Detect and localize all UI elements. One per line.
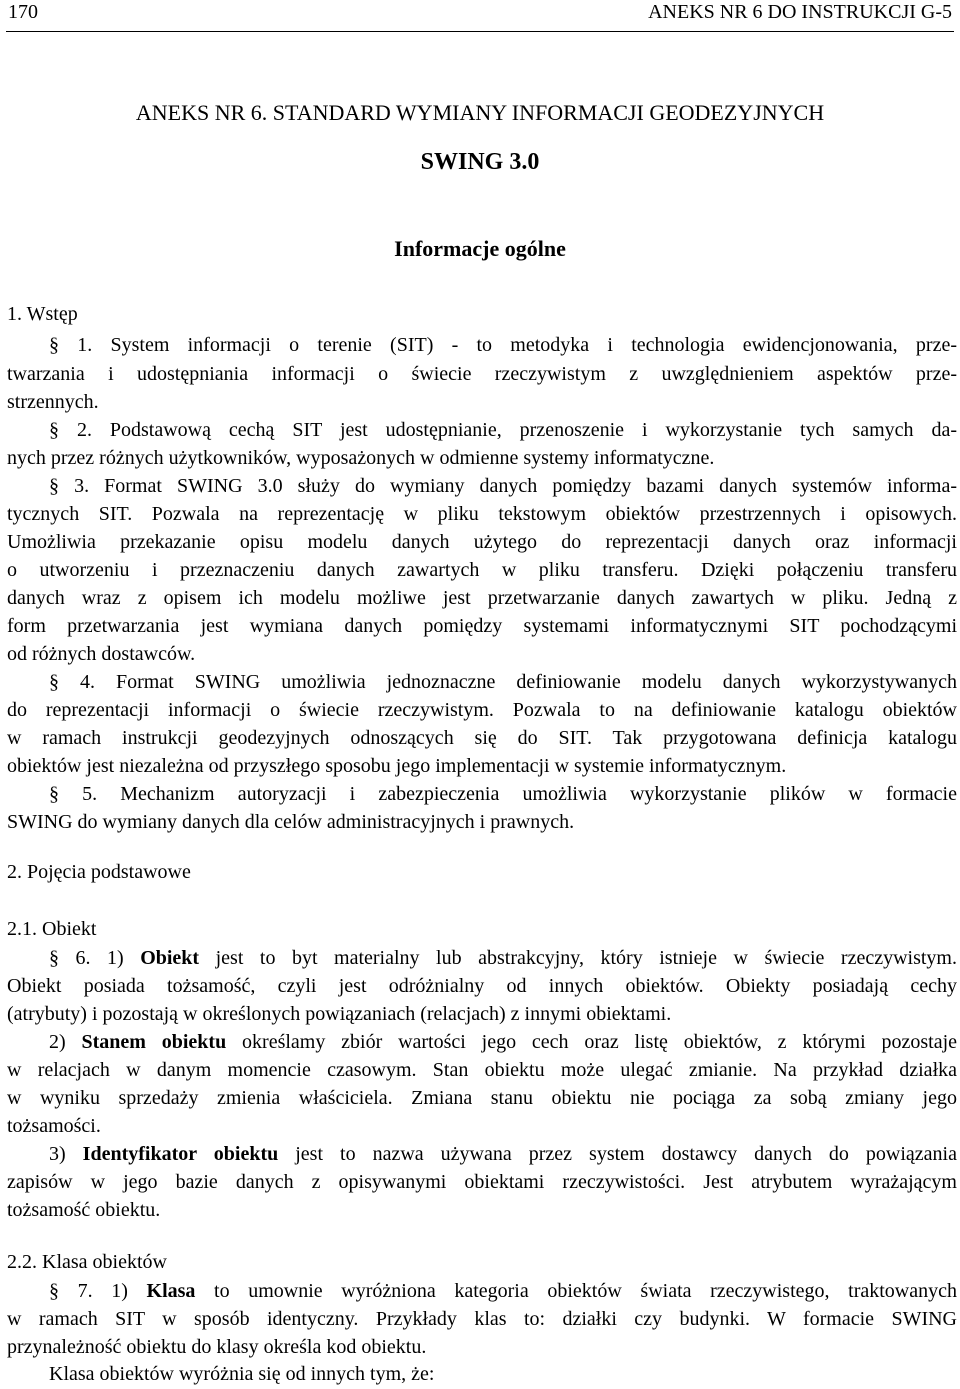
heading-2-1-obiekt: 2.1. Obiekt [7, 918, 97, 940]
paragraph-6-2-line: tożsamości. [7, 1115, 101, 1137]
term-klasa: Klasa [146, 1280, 196, 1302]
paragraph-3-line: tycznych SIT. Pozwala na reprezentację w pliku tekstowym obiektów przestrzennych i opisowych. [7, 503, 957, 525]
paragraph-6-3-line: zapisów w jego bazie danych z opisywanymi obiektami rzeczywistości. Jest atrybutem wyrażającym [7, 1171, 957, 1193]
paragraph-6-number: § 6. 1) [49, 947, 141, 969]
paragraph-7-number: § 7. 1) [49, 1280, 147, 1302]
paragraph-2-line: nych przez różnych użytkowników, wyposażonych w odmienne systemy informatyczne. [7, 447, 715, 469]
page-number: 170 [8, 1, 38, 23]
paragraph-6-2-line [7, 1030, 957, 1054]
term-identyfikator-obiektu: Identyfikator obiektu [82, 1143, 279, 1165]
item-text: określamy zbiór wartości jego cech oraz listę obiektów, z którymi pozostaje [226, 1031, 958, 1053]
heading-1-wstep: 1. Wstęp [7, 303, 78, 325]
section-title: Informacje ogólne [394, 236, 566, 261]
paragraph-2-line: § 2. Podstawową cechą SIT jest udostępnianie, przenoszenie i wykorzystanie tych samych da- [49, 419, 957, 441]
paragraph-4-line: § 4. Format SWING umożliwia jednoznaczne definiowanie modelu danych wykorzystywanych [49, 671, 957, 693]
paragraph-6-line: Obiekt posiada tożsamość, czyli jest odróżnialny od innych obiektów. Obiekty posiadają cechy [7, 975, 957, 997]
standard-name: SWING 3.0 [420, 149, 540, 175]
paragraph-6-text: jest to byt materialny lub abstrakcyjny, który istnieje w świecie rzeczywistym. [199, 947, 957, 969]
paragraph-1-line: § 1. System informacji o terenie (SIT) - to metodyka i technologia ewidencjonowania, prze- [49, 334, 957, 356]
term-stan-obiektu: Stanem obiektu [81, 1031, 227, 1053]
paragraph-7-line: Klasa obiektów wyróżnia się od innych tym, że: [49, 1363, 435, 1385]
header-rule [6, 31, 954, 32]
paragraph-4-line: w ramach instrukcji geodezyjnych odnoszących się do SIT. Tak przygotowana definicja katalogu [7, 727, 957, 749]
paragraph-3-line: form przetwarzania jest wymiana danych pomiędzy systemami informatycznymi SIT pochodzącymi [7, 615, 957, 637]
annex-title: ANEKS NR 6. STANDARD WYMIANY INFORMACJI GEODEZYJNYCH [135, 100, 825, 125]
paragraph-3-line: od różnych dostawców. [7, 643, 196, 665]
paragraph-6-3-line [7, 1142, 957, 1166]
paragraph-7-line: przynależność obiektu do klasy określa kod obiektu. [7, 1336, 427, 1358]
paragraph-7-line: w ramach SIT w sposób identyczny. Przykłady klas to: działki czy budynki. W formacie SWING [7, 1308, 957, 1330]
paragraph-1-line: twarzania i udostępniania informacji o świecie rzeczywistym z uwzględnieniem aspektów prze- [7, 363, 957, 385]
paragraph-6-2-line: w wyniku sprzedaży zmienia właściciela. Zmiana stanu obiektu nie pociąga za sobą zmiany jego [7, 1087, 957, 1109]
paragraph-1-line: strzennych. [7, 391, 99, 413]
paragraph-3-line: Umożliwia przekazanie opisu modelu danych użytego do reprezentacji danych oraz informacji [7, 531, 957, 553]
term-obiekt: Obiekt [140, 947, 200, 969]
running-title: ANEKS NR 6 DO INSTRUKCJI G-5 [648, 1, 952, 23]
paragraph-6-line [7, 946, 957, 970]
paragraph-3-line: danych wraz z opisem ich modelu możliwe jest przetwarzanie danych zawartych w pliku. Jedną z [7, 587, 957, 609]
paragraph-5-line: SWING do wymiany danych dla celów administracyjnych i prawnych. [7, 811, 575, 833]
paragraph-5-line: § 5. Mechanizm autoryzacji i zabezpieczenia umożliwia wykorzystanie plików w formacie [49, 783, 957, 805]
paragraph-6-line: (atrybuty) i pozostają w określonych powiązaniach (relacjach) z innymi obiektami. [7, 1003, 672, 1025]
item-text: jest to nazwa używana przez system dostawcy danych do powiązania [278, 1143, 957, 1165]
paragraph-7-text: to umownie wyróżniona kategoria obiektów świata rzeczywistego, traktowanych [195, 1280, 957, 1302]
paragraph-4-line: do reprezentacji informacji o świecie rzeczywistym. Pozwala to na definiowanie katalogu obiektów [7, 699, 957, 721]
heading-2-pojecia: 2. Pojęcia podstawowe [7, 861, 191, 883]
paragraph-6-3-line: tożsamość obiektu. [7, 1199, 161, 1221]
paragraph-4-line: obiektów jest niezależna od przyszłego sposobu jego implementacji w systemie informatycznym. [7, 755, 787, 777]
paragraph-3-line: § 3. Format SWING 3.0 służy do wymiany danych pomiędzy bazami danych systemów informa- [49, 475, 957, 497]
paragraph-6-2-line: w relacjach w danym momencie czasowym. Stan obiektu może ulegać zmianie. Na przykład działka [7, 1059, 957, 1081]
item-number: 2) [49, 1031, 82, 1053]
paragraph-7-line [7, 1279, 957, 1303]
item-number: 3) [49, 1143, 83, 1165]
paragraph-3-line: o utworzeniu i przeznaczeniu danych zawartych w pliku transferu. Dzięki połączeniu transferu [7, 559, 957, 581]
heading-2-2-klasa-obiektow: 2.2. Klasa obiektów [7, 1251, 167, 1273]
